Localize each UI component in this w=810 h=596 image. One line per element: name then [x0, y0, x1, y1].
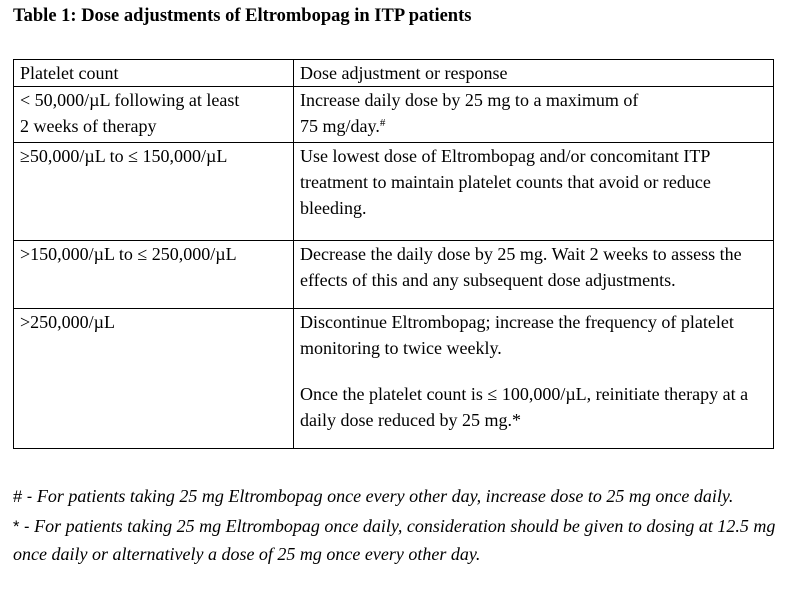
platelet-count-cell: [14, 87, 294, 143]
platelet-count-cell: >250,000/µL: [14, 309, 294, 449]
dose-adjustment-text: 75 mg/day.: [300, 116, 380, 136]
dose-adjustment-paragraph: Once the platelet count is ≤ 100,000/µL, reinitiate therapy at a daily dose reduced by 25 mg.*: [300, 384, 749, 430]
footnote-asterisk: [13, 513, 793, 568]
footnote-hash: [13, 483, 793, 511]
table-row: [14, 87, 774, 143]
table-title: Table 1: Dose adjustments of Eltrombopag in ITP patients: [13, 6, 472, 26]
table-row: [14, 143, 774, 241]
dose-adjustment-cell: [294, 87, 774, 143]
dose-adjustment-table: [13, 59, 774, 449]
platelet-count-cell: >150,000/µL to ≤ 250,000/µL: [14, 241, 294, 309]
platelet-count-cell: ≥50,000/µL to ≤ 150,000/µL: [14, 143, 294, 241]
footnote-text: For patients taking 25 mg Eltrombopag once every other day, increase dose to 25 mg once daily.: [36, 486, 734, 506]
dose-adjustment-line: Increase daily dose by 25 mg to a maximum of: [300, 90, 639, 110]
platelet-count-line: 2 weeks of therapy: [20, 116, 157, 136]
table-row: [14, 241, 774, 309]
dose-adjustment-paragraph: Discontinue Eltrombopag; increase the frequency of platelet monitoring to twice weekly.: [300, 312, 734, 358]
dose-adjustment-line: [300, 113, 769, 139]
table-row: [14, 309, 774, 449]
table-header-row: [14, 60, 774, 87]
dose-adjustment-cell: Use lowest dose of Eltrombopag and/or concomitant ITP treatment to maintain platelet counts that avoid or reduce bleeding.: [294, 143, 774, 241]
footnote-text: For patients taking 25 mg Eltrombopag once daily, consideration should be given to dosing at 12.5 mg once daily or alternatively a dose of 25 mg once every other day.: [13, 516, 776, 564]
footnote-mark: * -: [13, 518, 35, 536]
footnote-marker-hash: #: [379, 117, 386, 129]
dose-adjustment-cell: [294, 309, 774, 449]
dose-adjustment-cell: Decrease the daily dose by 25 mg. Wait 2 weeks to assess the effects of this and any subsequent dose adjustments.: [294, 241, 774, 309]
header-platelet-count: Platelet count: [14, 60, 294, 87]
footnote-mark: # -: [13, 488, 37, 506]
platelet-count-line: < 50,000/µL following at least: [20, 90, 240, 110]
header-dose-adjustment: Dose adjustment or response: [294, 60, 774, 87]
footnotes: [13, 483, 793, 570]
paragraph-spacer: [300, 361, 769, 381]
